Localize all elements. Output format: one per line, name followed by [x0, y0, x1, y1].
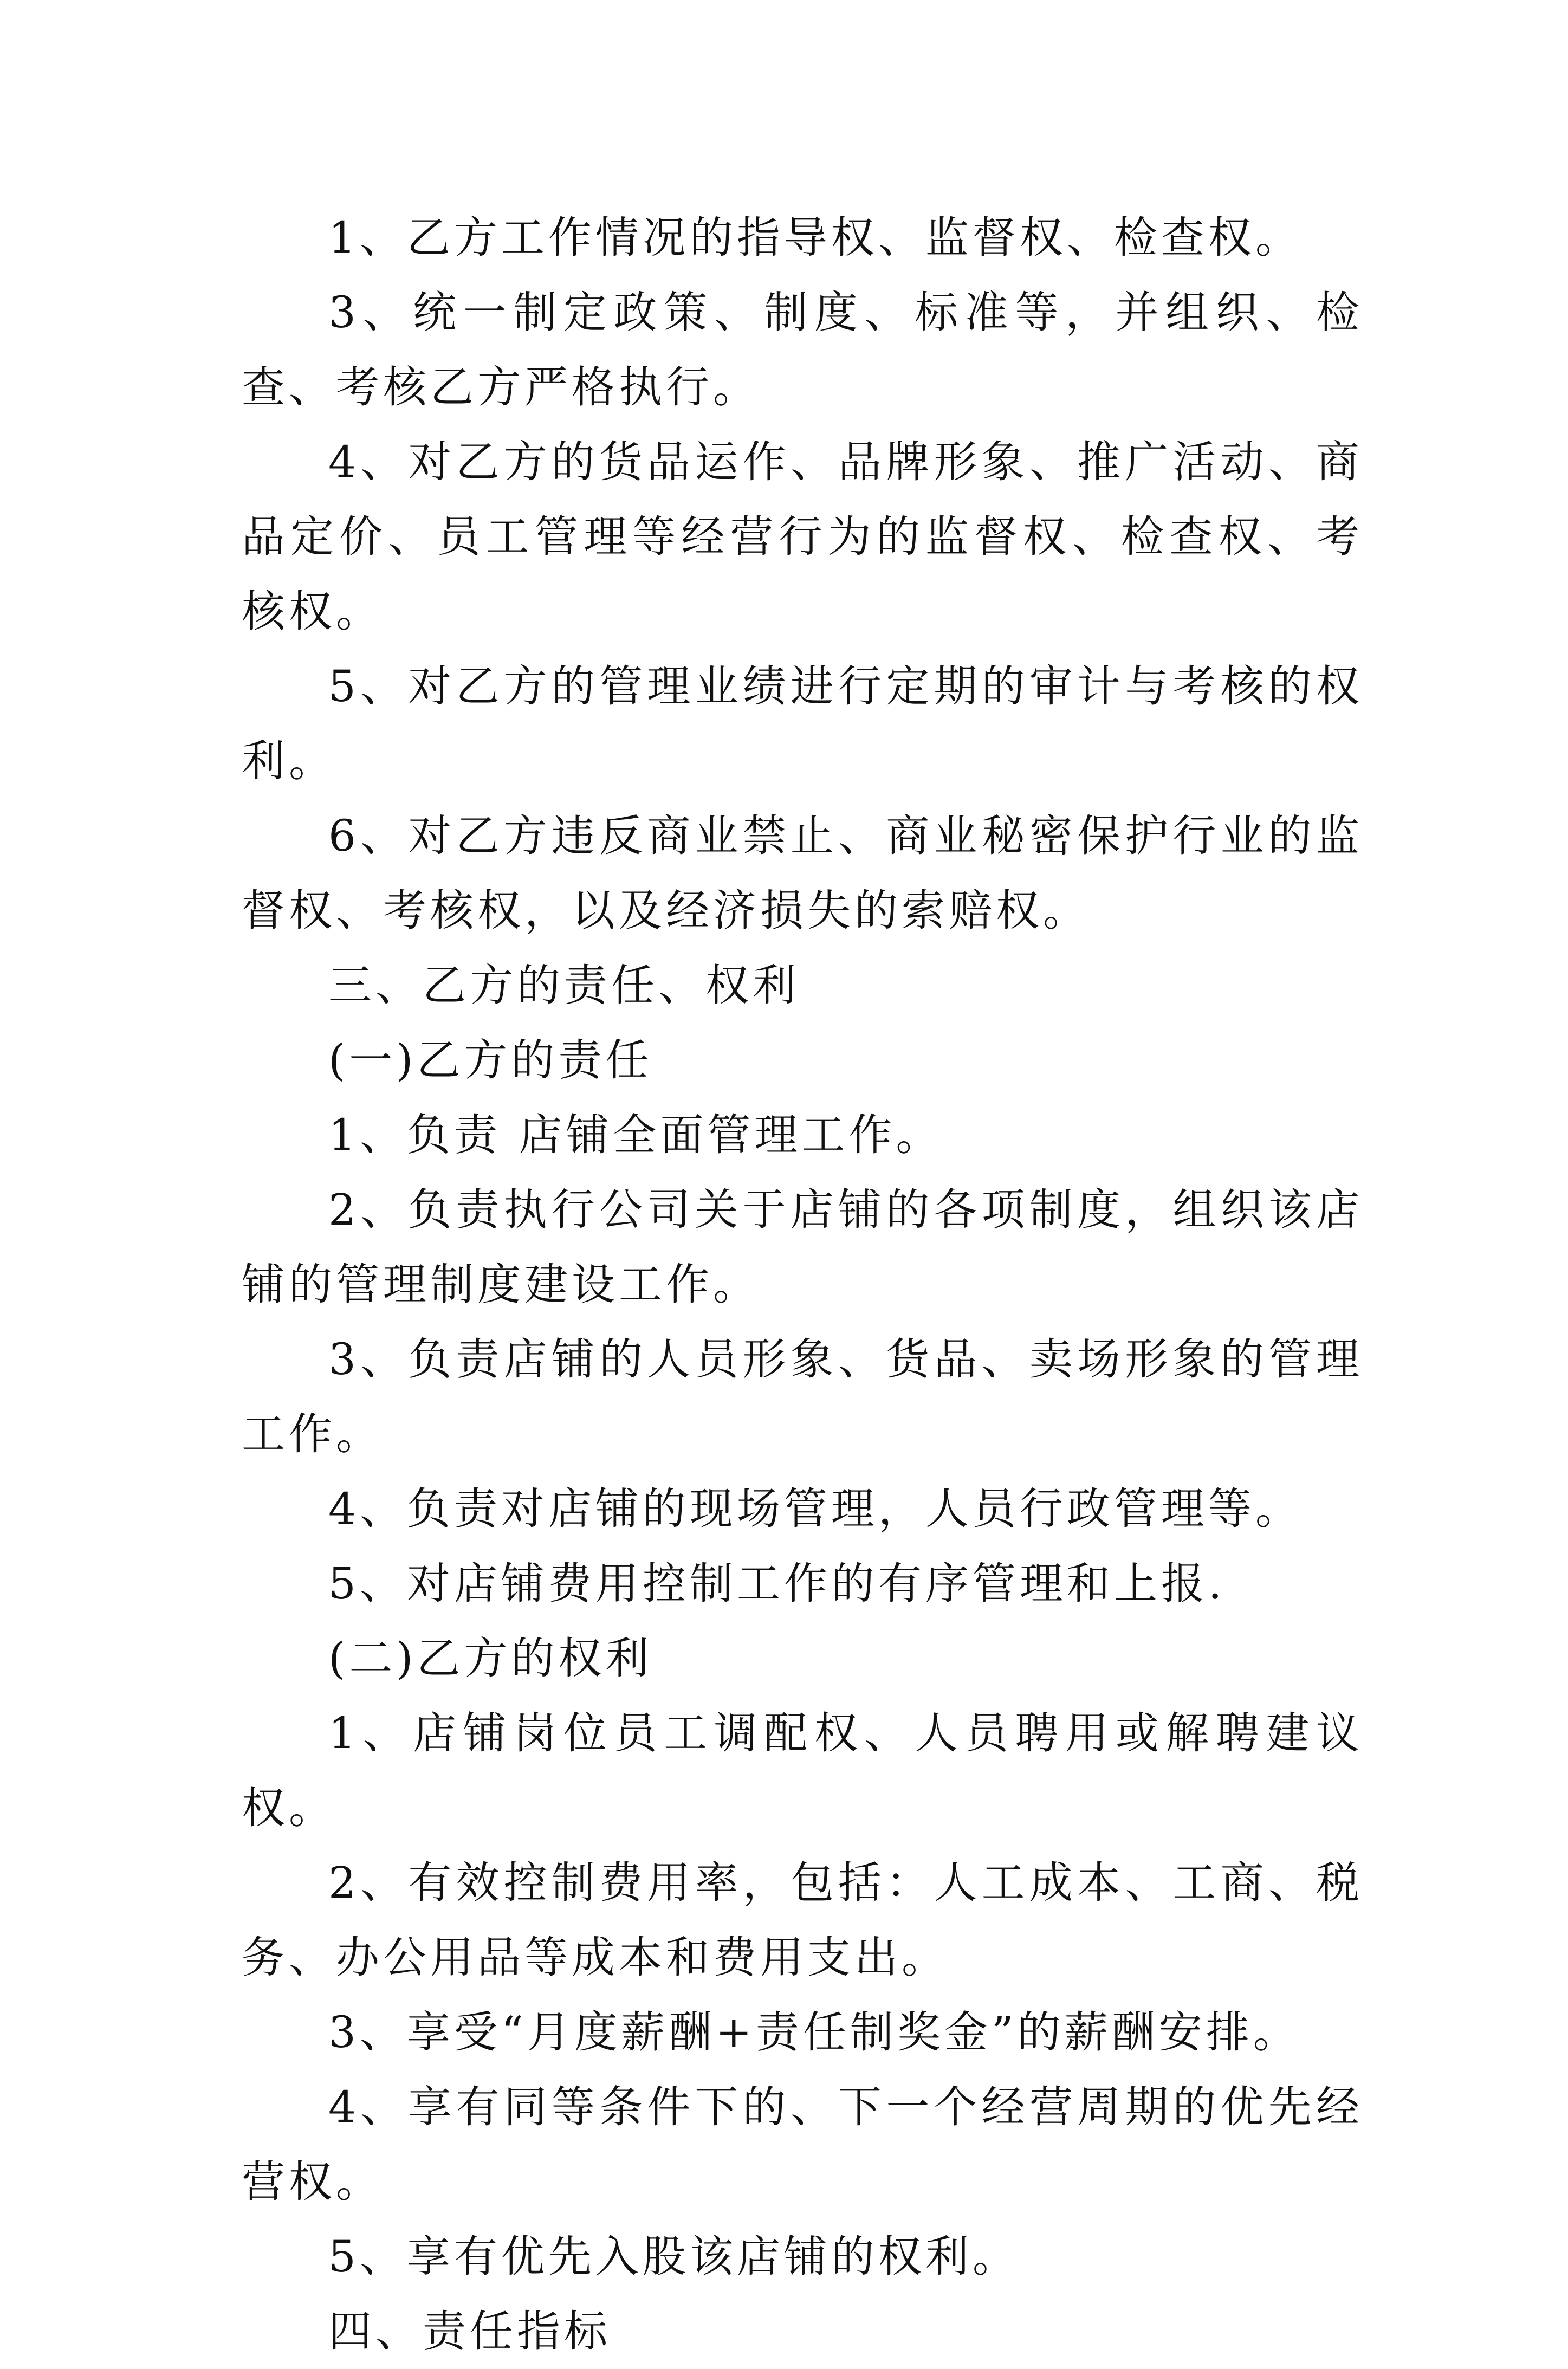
paragraph-item-6: 6、对乙方违反商业禁止、商业秘密保护行业的监督权、考核权，以及经济损失的索赔权。 [242, 811, 1363, 936]
paragraph-item-3: 3、统一制定政策、制度、标准等，并组织、检查、考核乙方严格执行。 [242, 287, 1363, 412]
responsibility-item-3: 3、负责店铺的人员形象、货品、卖场形象的管理工作。 [242, 1334, 1363, 1459]
subsection-heading-responsibilities: (一)乙方的责任 [328, 1035, 653, 1085]
section-heading-4: 四、责任指标 [328, 2306, 611, 2357]
rights-item-3: 3、享受“月度薪酬+责任制奖金”的薪酬安排。 [328, 2007, 1300, 2057]
responsibility-item-1: 1、负责 店铺全面管理工作。 [328, 1110, 943, 1160]
responsibility-item-2: 2、负责执行公司关于店铺的各项制度，组织该店铺的管理制度建设工作。 [242, 1184, 1363, 1310]
section-heading-3: 三、乙方的责任、权利 [328, 960, 800, 1011]
rights-item-4: 4、享有同等条件下的、下一个经营周期的优先经营权。 [242, 2082, 1363, 2207]
rights-item-1: 1、店铺岗位员工调配权、人员聘用或解聘建议权。 [242, 1708, 1363, 1833]
rights-item-2: 2、有效控制费用率，包括：人工成本、工商、税务、办公用品等成本和费用支出。 [242, 1857, 1363, 1983]
rights-item-5: 5、享有优先入股该店铺的权利。 [328, 2231, 1020, 2282]
paragraph-item-4: 4、对乙方的货品运作、品牌形象、推广活动、商品定价、员工管理等经营行为的监督权、检查权、考核权。 [242, 437, 1363, 637]
subsection-heading-rights: (二)乙方的权利 [328, 1633, 653, 1684]
paragraph-item-1: 1、乙方工作情况的指导权、监督权、检查权。 [328, 212, 1303, 263]
responsibility-item-5: 5、对店铺费用控制工作的有序管理和上报. [328, 1558, 1226, 1609]
paragraph-item-5: 5、对乙方的管理业绩进行定期的审计与考核的权利。 [242, 661, 1363, 786]
responsibility-item-4: 4、负责对店铺的现场管理，人员行政管理等。 [328, 1484, 1303, 1534]
document-body [242, 200, 1363, 2369]
